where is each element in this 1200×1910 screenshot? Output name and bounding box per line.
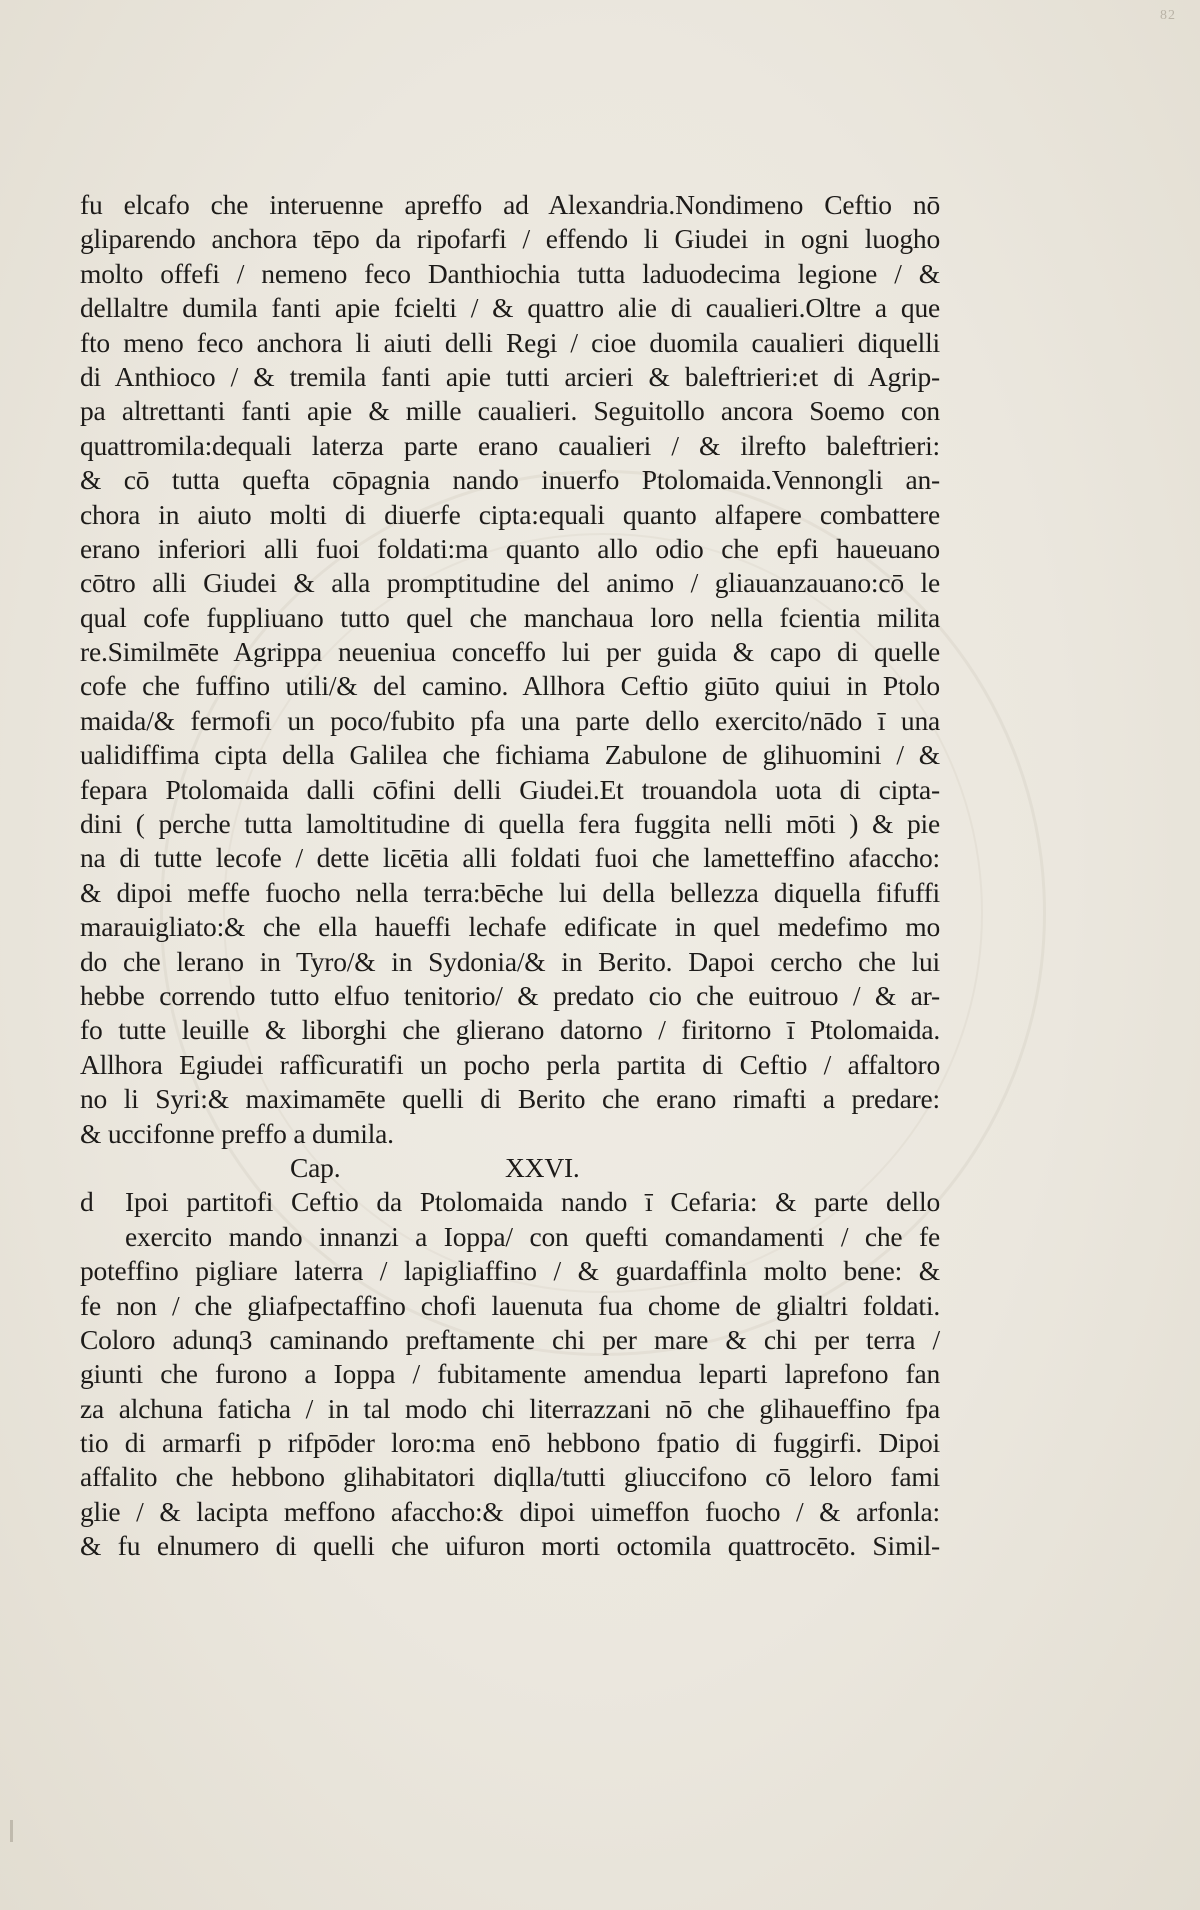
text-line: pa altrettanti fanti apie & mille caualieri. Seguitollo ancora Soemo con <box>80 395 940 427</box>
text-line: dellaltre dumila fanti apie fcielti / & quattro alie di caualieri.Oltre a que <box>80 292 940 324</box>
text-line: Allhora Egiudei raffìcuratifi un pocho perla partita di Ceftio / affaltoro <box>80 1048 940 1080</box>
text-line: erano inferiori alli fuoi foldati:ma quanto allo odio che epfi haueuano <box>80 532 940 564</box>
guide-letter: d <box>80 1186 94 1218</box>
text-line: re.Similmēte Agrippa neueniua conceffo lui per guida & capo di quelle <box>80 636 940 668</box>
text-line: za alchuna faticha / in tal modo chi literrazzani nō che glihaueffino fpa <box>80 1392 940 1424</box>
text-line: na di tutte lecofe / dette licētia alli foldati fuoi che lametteffino afaccho: <box>80 842 940 874</box>
text-line: poteffino pigliare laterra / lapigliaffino / & guardaffinla molto bene: & <box>80 1255 940 1287</box>
text-block <box>80 188 940 1564</box>
text-line: cōtro alli Giudei & alla promptitudine del animo / gliauanzauano:cō le <box>80 567 940 599</box>
folio-number: 82 <box>1160 8 1176 23</box>
text-line-content: Ipoi partitofi Ceftio da Ptolomaida nando ī Cefaria: & parte dello <box>125 1186 940 1218</box>
chapter-label: Cap. <box>290 1151 341 1183</box>
chapter-heading <box>80 1151 940 1185</box>
text-line: Coloro adunq3 caminando preftamente chi per mare & chi per terra / <box>80 1323 940 1355</box>
text-line: dini ( perche tutta lamoltitudine di quella fera fuggita nelli mōti ) & pie <box>80 808 940 840</box>
text-line: di Anthioco / & tremila fanti apie tutti arcieri & baleftrieri:et di Agrip- <box>80 360 940 392</box>
text-line: chora in aiuto molti di diuerfe cipta:equali quanto alfapere combattere <box>80 498 940 530</box>
text-line: exercito mando innanzi a Ioppa/ con quefti comandamenti / che fe <box>125 1220 940 1252</box>
text-line: & uccifonne preffo a dumila. <box>80 1117 394 1149</box>
text-line: tio di armarfi p rifpōder loro:ma enō hebbono fpatio di fuggirfi. Dipoi <box>80 1427 940 1459</box>
paragraph-part1 <box>80 188 940 1151</box>
text-line: molto offefi / nemeno feco Danthiochia tutta laduodecima legione / & <box>80 257 940 289</box>
text-line: hebbe correndo tutto elfuo tenitorio/ & predato cio che euitrouo / & ar- <box>80 979 940 1011</box>
text-line: ualidiffima cipta della Galilea che fichiama Zabulone de glihuomini / & <box>80 739 940 771</box>
text-line: cofe che fuffino utili/& del camino. Allhora Ceftio giūto quiui in Ptolo <box>80 670 940 702</box>
text-line: qual cofe fuppliuano tutto quel che manchaua loro nella fcientia milita <box>80 601 940 633</box>
text-line: do che lerano in Tyro/& in Sydonia/& in Berito. Dapoi cercho che lui <box>80 945 940 977</box>
text-line: no li Syri:& maximamēte quelli di Berito che erano rimafti a predare: <box>80 1083 940 1115</box>
text-line: & cō tutta quefta cōpagnia nando inuerfo Ptolomaida.Vennongli an- <box>80 464 940 496</box>
paragraph-part2 <box>80 1254 940 1564</box>
text-line: fepara Ptolomaida dalli cōfini delli Giudei.Et trouandola uota di cipta- <box>80 773 940 805</box>
text-line: fe non / che gliafpectaffino chofi lauenuta fua chome de glialtri foldati. <box>80 1289 940 1321</box>
chapter-number: XXVI. <box>505 1151 580 1183</box>
text-line: quattromila:dequali laterza parte erano caualieri / & ilrefto baleftrieri: <box>80 429 940 461</box>
text-line: & fu elnumero di quelli che uifuron morti octomila quattrocēto. Simil- <box>80 1530 940 1562</box>
text-line: & dipoi meffe fuocho nella terra:bēche lui della bellezza diquella fifuffi <box>80 876 940 908</box>
text-line: maida/& fermofi un poco/fubito pfa una parte dello exercito/nādo ī una <box>80 704 940 736</box>
text-line: fto meno feco anchora li aiuti delli Regi / cioe duomila caualieri diquelli <box>80 326 940 358</box>
text-line: fu elcafo che interuenne apreffo ad Alexandria.Nondimeno Ceftio nō <box>80 189 940 220</box>
margin-mark <box>10 1820 13 1842</box>
text-line: affalito che hebbono glihabitatori diqlla/tutti gliuccifono cō leloro fami <box>80 1461 940 1493</box>
text-line: fo tutte leuille & liborghi che glierano datorno / firitorno ī Ptolomaida. <box>80 1014 940 1046</box>
text-line: glie / & lacipta meffono afaccho:& dipoi uimeffon fuocho / & arfonla: <box>80 1495 940 1527</box>
text-line: gliparendo anchora tēpo da ripofarfi / effendo li Giudei in ogni luogho <box>80 223 940 255</box>
text-line <box>80 1185 940 1219</box>
text-line: marauigliato:& che ella haueffi lechafe edificate in quel medefimo mo <box>80 911 940 943</box>
text-line: giunti che furono a Ioppa / fubitamente amendua leparti laprefono fan <box>80 1358 940 1390</box>
